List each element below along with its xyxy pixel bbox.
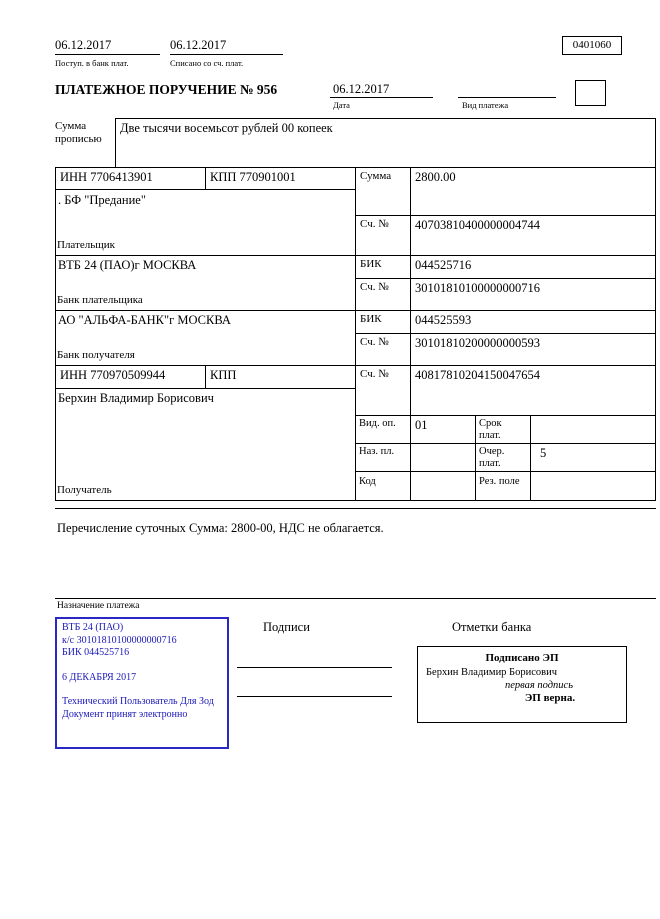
form-code: 0401060: [572, 39, 612, 51]
debited-label: Списано со сч. плат.: [170, 58, 244, 68]
table-border-line: [115, 118, 116, 167]
stamp-spacer: [61, 684, 223, 696]
payer-bank-bik-value: 044525716: [415, 258, 472, 272]
payee-inn: ИНН 770970509944: [60, 368, 166, 382]
payer-account-value: 40703810400000004744: [415, 218, 540, 232]
signature-validity: ЭП верна.: [524, 692, 576, 704]
payment-term-label: Срок плат.: [479, 418, 502, 441]
table-border-line: [55, 388, 355, 389]
table-border-line: [355, 215, 656, 216]
stamp-date: 6 ДЕКАБРЯ 2017: [62, 671, 137, 683]
table-border-line: [55, 508, 656, 509]
table-border-line: [205, 167, 206, 189]
bank-marks-label: Отметки банка: [452, 620, 532, 634]
payee-kpp-label: КПП: [210, 368, 237, 382]
amount-label: Сумма: [360, 170, 392, 182]
payment-type-underline: [458, 97, 556, 98]
debited-date: 06.12.2017: [170, 38, 227, 52]
stamp-accepted-note: Документ принят электронно: [62, 708, 188, 720]
document-title: ПЛАТЕЖНОЕ ПОРУЧЕНИЕ № 956: [55, 82, 278, 97]
payee-bank-account-value: 30101810200000000593: [415, 336, 540, 350]
table-border-line: [115, 118, 655, 119]
table-border-line: [410, 167, 411, 500]
purpose-underline: [55, 598, 656, 599]
signatures-label: Подписи: [263, 620, 310, 634]
reserve-field-label: Рез. поле: [479, 476, 520, 487]
stamp-spacer: [61, 660, 223, 672]
table-border-line: [355, 278, 656, 279]
signature-line: [237, 696, 392, 697]
payer-bank-section-label: Банк плательщика: [57, 294, 143, 306]
amount-value: 2800.00: [415, 170, 456, 184]
table-border-line: [355, 415, 656, 416]
stamp-bik: БИК 044525716: [62, 647, 130, 658]
payer-kpp: КПП 770901001: [210, 170, 296, 184]
code-label: Код: [359, 476, 376, 487]
payer-section-label: Плательщик: [57, 239, 115, 251]
payer-bank-name: ВТБ 24 (ПАО)г МОСКВА: [58, 258, 197, 272]
payee-account-label: Сч. №: [360, 368, 389, 380]
received-in-bank-label: Поступ. в банк плат.: [55, 58, 129, 68]
signed-ep-title: Подписано ЭП: [485, 652, 559, 664]
table-border-line: [355, 167, 356, 500]
payer-name: . БФ "Предание": [58, 193, 146, 207]
payee-bank-account-label: Сч. №: [360, 336, 389, 348]
stamp-corr-account: к/с 30101810100000000716: [62, 634, 177, 646]
table-border-line: [475, 415, 476, 500]
table-border-line: [205, 365, 206, 388]
purpose-text: Перечисление суточных Сумма: 2800-00, НДС не облагается.: [57, 521, 384, 535]
signature-stamp: [417, 646, 627, 723]
signature-role: первая подпись: [504, 680, 573, 691]
table-border-line: [355, 333, 656, 334]
received-date-underline: [55, 54, 160, 55]
debited-date-underline: [170, 54, 283, 55]
signer-name: Берхин Владимир Борисович: [426, 667, 557, 678]
payee-bank-bik-value: 044525593: [415, 313, 472, 327]
payer-bank-account-value: 30101810100000000716: [415, 281, 540, 295]
table-border-line: [355, 443, 656, 444]
op-type-value: 01: [415, 418, 428, 432]
payment-type-label: Вид платежа: [462, 100, 509, 110]
purpose-code-label: Наз. пл.: [359, 446, 395, 457]
table-border-line: [655, 118, 656, 500]
payer-account-label: Сч. №: [360, 218, 389, 230]
payer-bank-bik-label: БИК: [360, 258, 382, 270]
op-type-label: Вид. оп.: [359, 418, 396, 429]
stamp-bank-name: ВТБ 24 (ПАО): [62, 622, 124, 633]
purpose-label: Назначение платежа: [57, 601, 140, 611]
payee-account-value: 40817810204150047654: [415, 368, 540, 382]
empty-checkbox: [575, 80, 606, 106]
payee-section-label: Получатель: [57, 484, 112, 496]
payee-bank-bik-label: БИК: [360, 313, 382, 325]
table-border-line: [355, 471, 656, 472]
amount-in-words-value: Две тысячи восемьсот рублей 00 копеек: [120, 121, 333, 135]
table-border-line: [55, 189, 355, 190]
document-date: 06.12.2017: [333, 82, 390, 96]
date-label: Дата: [333, 100, 350, 110]
form-code-box: [562, 36, 622, 55]
received-in-bank-date: 06.12.2017: [55, 38, 112, 52]
table-border-line: [55, 500, 656, 501]
priority-value: 5: [540, 446, 547, 460]
date-underline: [330, 97, 433, 98]
priority-label: Очер. плат.: [479, 446, 505, 469]
table-border-line: [55, 167, 56, 500]
bank-electronic-stamp: [55, 617, 229, 749]
payee-bank-name: АО "АЛЬФА-БАНК"г МОСКВА: [58, 313, 231, 327]
amount-in-words-label: Сумма прописью: [55, 120, 102, 145]
stamp-user: Технический Пользователь Для Зод: [62, 696, 214, 707]
payer-bank-account-label: Сч. №: [360, 281, 389, 293]
payee-bank-section-label: Банк получателя: [57, 349, 135, 361]
payer-inn: ИНН 7706413901: [60, 170, 153, 184]
payee-name: Берхин Владимир Борисович: [58, 391, 214, 405]
signature-line: [237, 667, 392, 668]
